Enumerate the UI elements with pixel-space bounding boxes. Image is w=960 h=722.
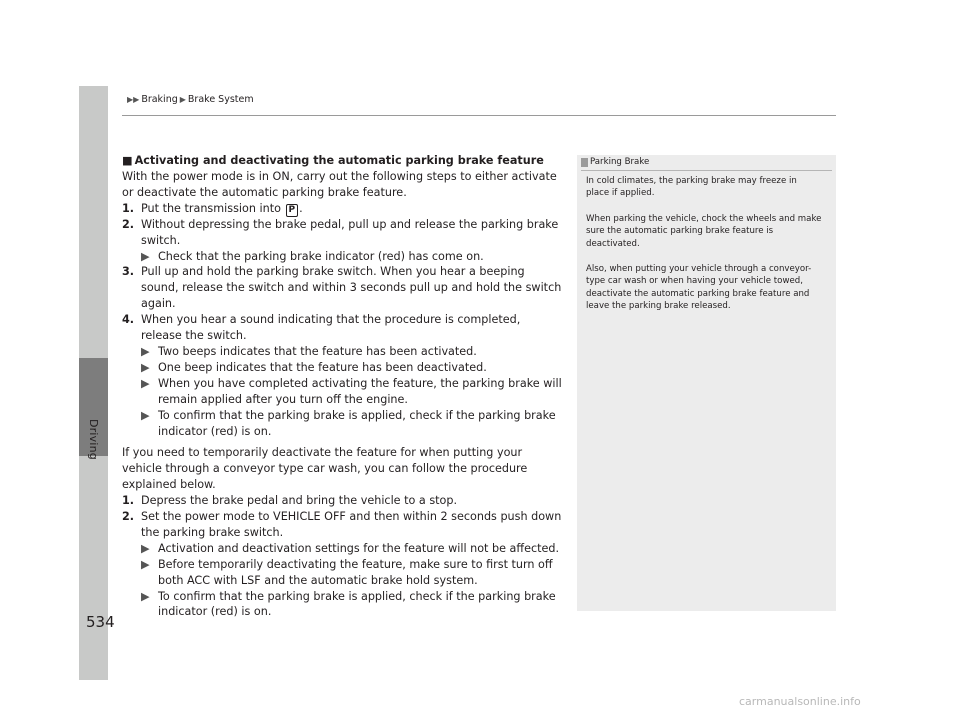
note-title: Parking Brake <box>590 157 650 167</box>
arrow-right-icon: ▶ <box>141 344 150 358</box>
arrow-right-icon: ▶ <box>141 360 150 374</box>
step-item <box>122 493 562 509</box>
step-subitem <box>122 541 562 557</box>
step-subitem-text: One beep indicates that the feature has been deactivated. <box>158 360 487 374</box>
step-subitem-text: When you have completed activating the feature, the parking brake will remain applied after you turn off the engine. <box>158 376 562 406</box>
steps-list-a <box>122 201 562 440</box>
step-subitem-text: Check that the parking brake indicator (red) has come on. <box>158 249 484 263</box>
step-subitem <box>122 408 562 440</box>
note-rule <box>581 170 832 171</box>
step-text: . <box>299 201 303 215</box>
step-subitem-text: To confirm that the parking brake is applied, check if the parking brake indicator (red) is on. <box>158 408 556 438</box>
step-number: 3. <box>122 265 135 279</box>
note-badge-icon <box>581 158 588 167</box>
breadcrumb-braking[interactable]: Braking <box>141 94 178 105</box>
side-tab <box>79 86 108 680</box>
step-subitem-text: Before temporarily deactivating the feature, make sure to first turn off both ACC with LSF and the automatic brake hold system. <box>158 557 553 587</box>
breadcrumb-arrow-icon: ▶ <box>179 95 186 104</box>
side-tab-text: Driving <box>87 419 100 460</box>
step-item <box>122 264 562 312</box>
step-text: Depress the brake pedal and bring the vehicle to a stop. <box>141 494 458 508</box>
step-text: Put the transmission into <box>141 201 285 215</box>
step-number: 2. <box>122 510 135 524</box>
intro-paragraph-2: If you need to temporarily deactivate the feature for when putting your vehicle through a conveyor type car wash, you can follow the procedure explained below. <box>122 446 528 492</box>
arrow-right-icon: ▶ <box>141 376 150 390</box>
breadcrumb <box>127 94 254 105</box>
step-item <box>122 201 562 217</box>
breadcrumb-brake-system[interactable]: Brake System <box>187 94 254 105</box>
step-subitem <box>122 249 562 265</box>
step-item <box>122 217 562 249</box>
main-content <box>122 153 562 620</box>
step-item <box>122 312 562 344</box>
arrow-right-icon: ▶ <box>141 557 150 571</box>
step-subitem <box>122 557 562 589</box>
gear-p-key-icon: P <box>286 204 299 217</box>
step-subitem-text: Activation and deactivation settings for the feature will not be affected. <box>158 541 560 555</box>
note-paragraph: Also, when putting your vehicle through a conveyor-type car wash or when having your vehicle towed, deactivate the automatic parking brake feature and leave the parking brake released. <box>586 264 812 312</box>
step-subitem-text: Two beeps indicates that the feature has been activated. <box>158 344 477 358</box>
header-rule <box>122 115 836 116</box>
step-subitem <box>122 589 562 621</box>
page-number: 534 <box>86 613 115 631</box>
step-subitem <box>122 344 562 360</box>
step-number: 1. <box>122 201 135 215</box>
step-subitem <box>122 360 562 376</box>
section-heading-text: Activating and deactivating the automatic parking brake feature <box>134 154 544 167</box>
note-paragraph: In cold climates, the parking brake may freeze in place if applied. <box>586 176 797 199</box>
side-tab-label <box>82 419 106 529</box>
step-item <box>122 509 562 541</box>
step-subitem <box>122 376 562 408</box>
note-header <box>581 157 649 167</box>
note-paragraph: When parking the vehicle, chock the wheels and make sure the automatic parking brake feature is deactivated. <box>586 213 822 249</box>
arrow-right-icon: ▶ <box>141 541 150 555</box>
square-bullet-icon: ■ <box>122 154 133 167</box>
step-text: Without depressing the brake pedal, pull up and release the parking brake switch. <box>141 217 559 247</box>
arrow-right-icon: ▶ <box>141 408 150 422</box>
note-body <box>586 175 822 326</box>
step-number: 2. <box>122 217 135 231</box>
step-text: Pull up and hold the parking brake switch. When you hear a beeping sound, release the switch and within 3 seconds pull up and hold the switch again. <box>141 265 562 311</box>
step-text: When you hear a sound indicating that the procedure is completed, release the switch. <box>141 313 521 343</box>
steps-list-b <box>122 493 562 620</box>
watermark: carmanualsonline.info <box>739 695 861 708</box>
intro-paragraph: With the power mode is in ON, carry out the following steps to either activate or deactivate the automatic parking brake feature. <box>122 169 557 199</box>
arrow-right-icon: ▶ <box>141 589 150 603</box>
step-text: Set the power mode to VEHICLE OFF and then within 2 seconds push down the parking brake switch. <box>141 510 562 539</box>
arrow-right-icon: ▶ <box>141 249 150 263</box>
step-number: 1. <box>122 494 135 508</box>
breadcrumb-arrow-icon: ▶▶ <box>127 95 140 104</box>
step-number: 4. <box>122 313 135 327</box>
step-subitem-text: To confirm that the parking brake is applied, check if the parking brake indicator (red) is on. <box>158 589 556 619</box>
section-heading <box>122 153 562 169</box>
